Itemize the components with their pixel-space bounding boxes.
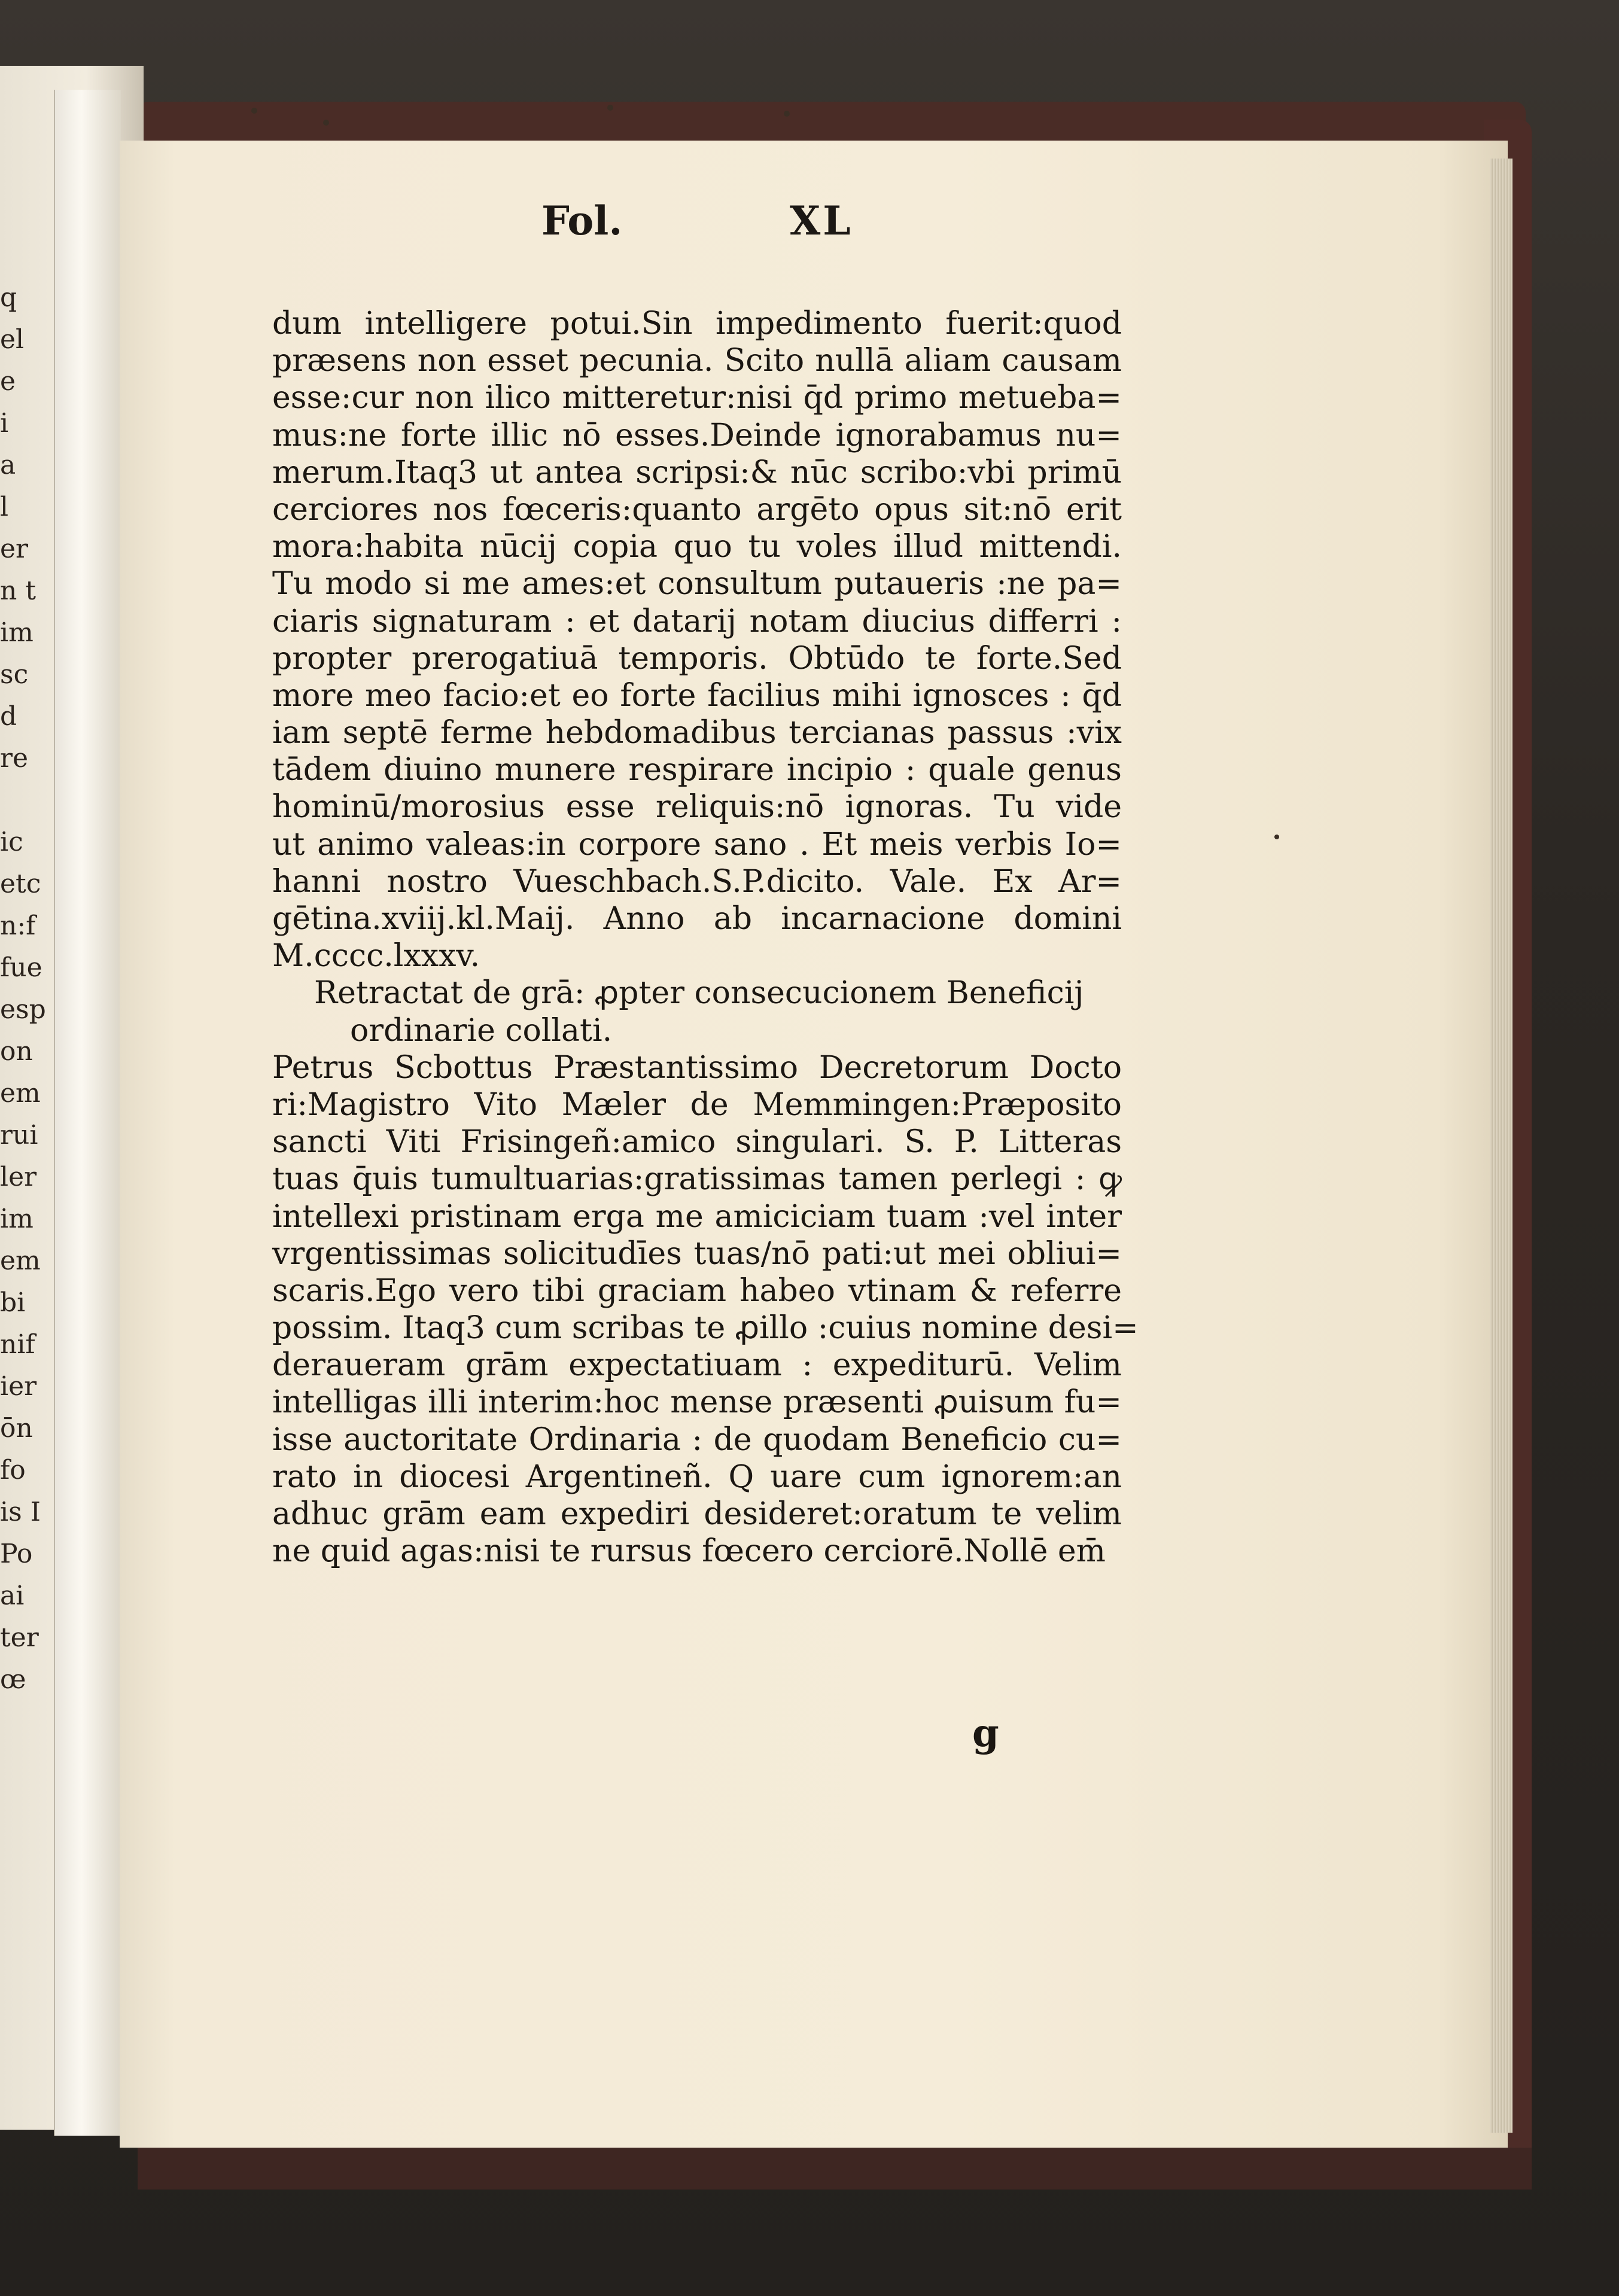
- previous-page-line: em: [0, 1078, 41, 1109]
- text-line: hanni nostro Vueschbach.S.P.dicito. Vale. Ex Ar=: [272, 863, 1122, 900]
- text-line: isse auctoritate Ordinaria : de quodam Beneficio cu=: [272, 1421, 1122, 1458]
- previous-page-line: n:f: [0, 911, 36, 941]
- text-line: mus:ne forte illic nō esses.Deinde ignorabamus nu=: [272, 417, 1122, 453]
- previous-page-line: ter: [0, 1622, 39, 1653]
- previous-page-line: ic: [0, 827, 23, 857]
- text-line: tādem diuino munere respirare incipio : quale genus: [272, 752, 1122, 788]
- text-line: deraueram grām expectatiuam : expediturū. Velim: [272, 1347, 1122, 1384]
- previous-page-line: ier: [0, 1371, 37, 1402]
- previous-page-line: fue: [0, 952, 42, 983]
- previous-page-line: em: [0, 1246, 41, 1276]
- previous-page-line: nif: [0, 1329, 35, 1360]
- text-line: mora:habita nūcij copia quo tu voles illud mittendi.: [272, 529, 1122, 565]
- previous-page-line: re: [0, 743, 29, 774]
- text-line: ordinarie collati.: [350, 1012, 613, 1049]
- text-line: scaris.Ego vero tibi graciam habeo vtinam & referre: [272, 1272, 1122, 1309]
- text-line: M.cccc.lxxxv.: [272, 938, 480, 975]
- speck: [1274, 835, 1279, 839]
- text-line: possim. Itaq3 cum scribas te ꝓillo :cuius nomine desi=: [272, 1310, 1139, 1347]
- previous-page-line: q: [0, 282, 17, 313]
- page-fold-edge: [54, 90, 121, 2136]
- text-line: adhuc grām eam expediri desideret:oratum te velim: [272, 1496, 1122, 1532]
- previous-page-line: el: [0, 324, 25, 355]
- speck: [607, 105, 613, 111]
- text-line: iam septē ferme hebdomadibus tercianas passus :vix: [272, 715, 1122, 751]
- previous-page-line: e: [0, 366, 16, 397]
- book-cover-bottom: [138, 2148, 1532, 2190]
- previous-page-line: ōn: [0, 1413, 33, 1444]
- previous-page-line: l: [0, 492, 9, 522]
- previous-page-line: er: [0, 534, 29, 564]
- letter-one: [272, 305, 1122, 975]
- previous-page-line: [0, 784, 46, 826]
- speck: [323, 120, 329, 126]
- previous-page-line: n t: [0, 575, 36, 606]
- text-line: gētina.xviij.kl.Maij. Anno ab incarnacione domini: [272, 901, 1122, 937]
- text-line: dum intelligere potui.Sin impedimento fuerit:quod: [272, 306, 1122, 342]
- page-body: [272, 305, 1139, 1570]
- text-line: propter prerogatiuā temporis. Obtūdo te forte.Sed: [272, 640, 1122, 677]
- text-line: Petrus Scbottus Præstantissimo Decretorum Docto: [272, 1049, 1122, 1086]
- signature-mark: g: [972, 1711, 999, 1756]
- previous-page-line: fo: [0, 1455, 26, 1485]
- text-line: intelligas illi interim:hoc mense præsenti ꝓuisum fu=: [272, 1384, 1122, 1421]
- previous-page-line: bi: [0, 1287, 26, 1318]
- previous-page-line: œ: [0, 1664, 26, 1695]
- folio-label: Fol.: [541, 197, 623, 244]
- text-line: intellexi pristinam erga me amiciciam tuam :vel inter: [272, 1198, 1122, 1235]
- text-line: cerciores nos fœceris:quanto argēto opus sit:nō erit: [272, 491, 1122, 528]
- previous-page-line: is I: [0, 1497, 41, 1527]
- letter-two: [272, 1049, 1139, 1570]
- previous-page-line: rui: [0, 1120, 38, 1150]
- previous-page-line: d: [0, 701, 17, 732]
- previous-page-line: sc: [0, 659, 29, 690]
- previous-page-line: esp: [0, 994, 46, 1025]
- text-line: hominū/morosius esse reliquis:nō ignoras. Tu vide: [272, 789, 1122, 826]
- text-line: ri:Magistro Vito Mæler de Memmingen:Præposito: [272, 1086, 1122, 1123]
- text-line: Tu modo si me ames:et consultum putaueris :ne pa=: [272, 566, 1122, 602]
- text-line: tuas q̄uis tumultuarias:gratissimas tamen perlegi : ꝙ: [272, 1161, 1122, 1198]
- text-line: ciaris signaturam : et datarij notam diucius differri :: [272, 603, 1122, 640]
- previous-page-line: on: [0, 1036, 33, 1067]
- text-line: præsens non esset pecunia. Scito nullā aliam causam: [272, 343, 1122, 379]
- text-line: ne quid agas:nisi te rursus fœcero cerciorē.Nollē em̄: [272, 1533, 1106, 1570]
- page-stack-edge: [1490, 159, 1513, 2133]
- text-line: sancti Viti Frisingeñ:amico singulari. S. P. Litteras: [272, 1124, 1122, 1161]
- text-line: ut animo valeas:in corpore sano . Et meis verbis Io=: [272, 826, 1122, 863]
- previous-page-line: ai: [0, 1581, 25, 1611]
- speck: [784, 111, 790, 117]
- previous-page-line: im: [0, 1204, 34, 1234]
- speck: [251, 108, 257, 114]
- text-line: esse:cur non ilico mitteretur:nisi q̄d primo metueba=: [272, 380, 1122, 416]
- text-line: more meo facio:et eo forte facilius mihi ignosces : q̄d: [272, 677, 1122, 714]
- previous-page-line: etc: [0, 869, 41, 899]
- previous-page-line: Po: [0, 1539, 33, 1569]
- text-line: rato in diocesi Argentineñ. Q uare cum ignorem:an: [272, 1458, 1122, 1495]
- text-line: vrgentissimas solicitudīes tuas/nō pati:ut mei obliui=: [272, 1235, 1122, 1272]
- previous-page-line: im: [0, 617, 34, 648]
- running-header: [0, 197, 1619, 257]
- text-line: merum.Itaq3 ut antea scripsi:& nūc scribo:vbi primū: [272, 454, 1122, 491]
- letter-heading: [272, 975, 1122, 1049]
- previous-page-line: ler: [0, 1162, 37, 1192]
- folio-number: XL: [790, 197, 853, 244]
- text-line: Retractat de grā: ꝓpter consecucionem Beneficij: [314, 975, 1084, 1012]
- previous-page-line: i: [0, 408, 9, 439]
- previous-page-column-a: [0, 281, 46, 1705]
- previous-page-line: a: [0, 450, 16, 480]
